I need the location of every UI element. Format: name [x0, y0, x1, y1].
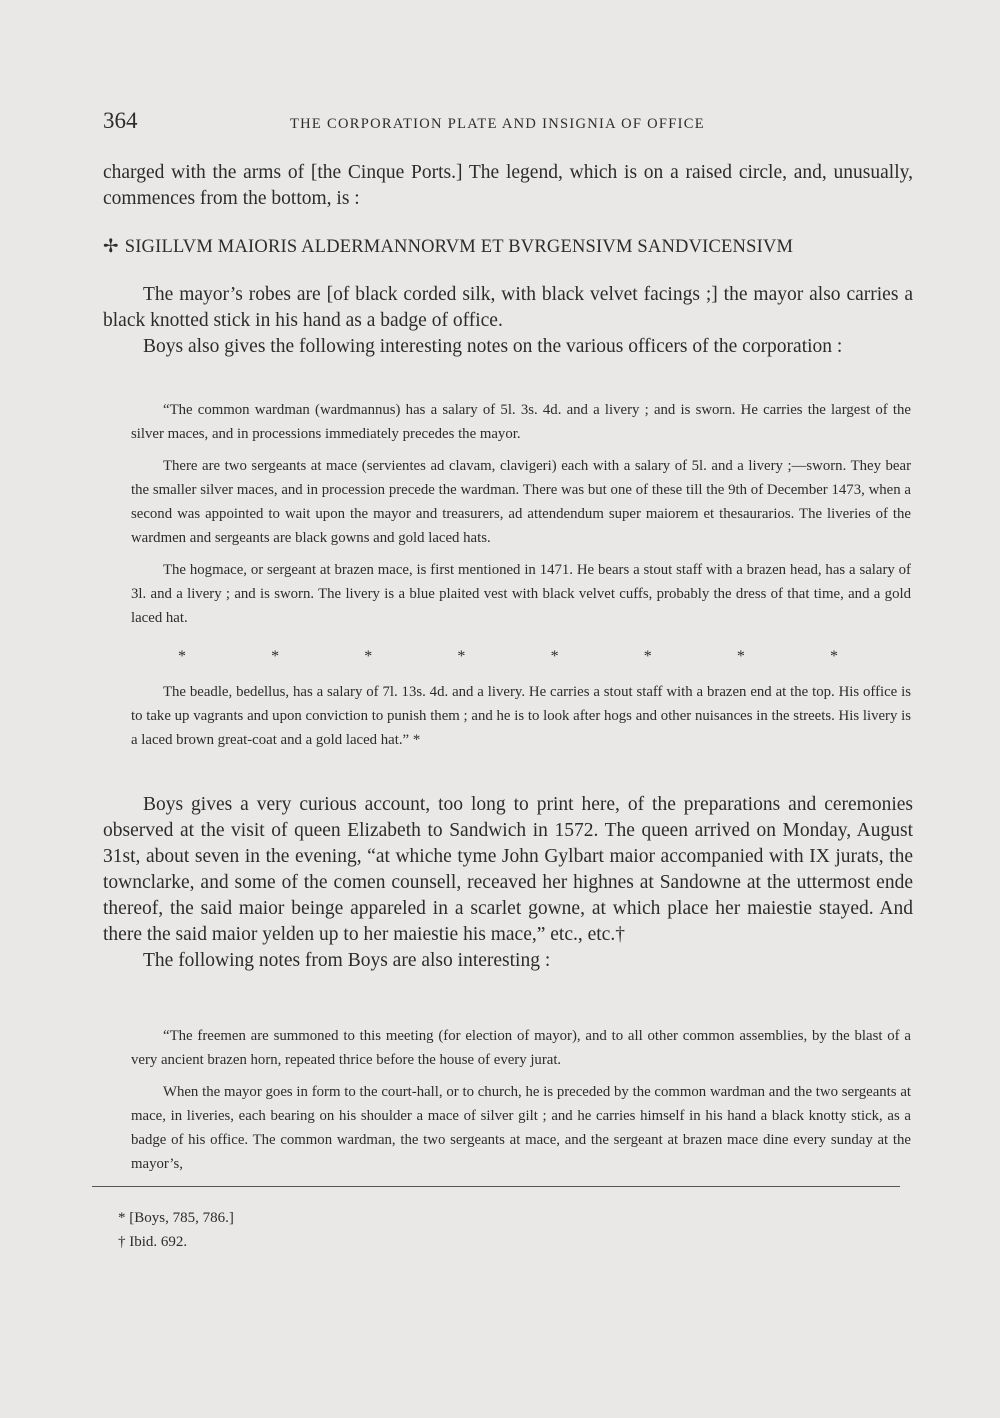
seal-legend [103, 236, 918, 258]
running-title: THE CORPORATION PLATE AND INSIGNIA OF OFFICE [290, 116, 705, 132]
footnote-divider [92, 1186, 900, 1187]
asterisk: * [178, 648, 186, 665]
asterisk: * [457, 648, 466, 665]
asterisk: * [364, 648, 373, 665]
asterisk-separator [178, 648, 838, 666]
page-header [103, 108, 913, 138]
asterisk: * [736, 648, 745, 665]
footnote: * [Boys, 785, 786.] [118, 1210, 234, 1226]
quote-paragraph: The hogmace, or sergeant at brazen mace, is first mentioned in 1471. He bears a stout staff with a brazen head, has a salary of 3l. and a livery ; and is sworn. The livery is a blue plaited vest with black velvet cuffs, probably the dress of that time, and a gold laced hat. [131, 562, 911, 626]
paragraph-text: The following notes from Boys are also interesting : [143, 950, 551, 971]
quote-paragraph: “The freemen are summoned to this meeting (for election of mayor), and to all other common assemblies, by the blast of a very ancient brazen horn, repeated thrice before the house of every jurat. [131, 1028, 911, 1068]
quotation-officers [131, 398, 911, 638]
asterisk: * [271, 648, 280, 665]
paragraph-text: Boys gives a very curious account, too long to print here, of the preparations and ceremonies observed at the visit of queen Elizabeth to Sandwich in 1572. The queen arrived on Monday, August 31st, about seven in the evening, “at whiche tyme John Gylbart maior accompanied with IX jurats, the townclarke, and some of the comen counsell, receaved her highnes at Sandowne at the uttermost ende thereof, the said maior beinge appareled in a scarlet gowne, at which place her maiestie stayed. And there the said maior yelden up to her maiestie his mace,” etc., etc.† [103, 794, 913, 945]
paragraph-elizabeth [103, 792, 913, 974]
footnote: † Ibid. 692. [118, 1234, 188, 1250]
cross-icon: ✢ [103, 237, 119, 257]
quotation-beadle [131, 680, 911, 760]
quotation-freemen [131, 1024, 911, 1184]
quote-paragraph: When the mayor goes in form to the court-hall, or to church, he is preceded by the common wardman and the two sergeants at mace, in liveries, each bearing on his shoulder a mace of silver gilt ; and he carries himself in his hand a black knotty stick, as a badge of his office. The common wardman, the two sergeants at mace, and the sergeant at brazen mace dine every sunday at the mayor’s, [131, 1084, 911, 1172]
paragraph-robes [103, 282, 913, 360]
paragraph-text: The mayor’s robes are [of black corded silk, with black velvet facings ;] the mayor also carries a black knotted stick in his hand as a badge of office. [103, 284, 913, 331]
paragraph-arms [103, 160, 913, 212]
paragraph-text: Boys also gives the following interesting notes on the various officers of the corporation : [143, 336, 843, 357]
asterisk: * [643, 648, 652, 665]
seal-legend-text: SIGILLVM MAIORIS ALDERMANNORVM ET BVRGENSIVM SANDVICENSIVM [124, 237, 794, 257]
asterisk: * [829, 648, 838, 665]
asterisk: * [550, 648, 559, 665]
paragraph-text: charged with the arms of [the Cinque Ports.] The legend, which is on a raised circle, and, unusually, commences from the bottom, is : [103, 162, 913, 209]
quote-paragraph: The beadle, bedellus, has a salary of 7l. 13s. 4d. and a livery. He carries a stout staff with a brazen end at the top. His office is to take up vagrants and upon conviction to punish them ; and he is to look after hogs and other nuisances in the streets. His livery is a laced brown great-coat and a gold laced hat.” * [131, 684, 911, 748]
quote-paragraph: “The common wardman (wardmannus) has a salary of 5l. 3s. 4d. and a livery ; and is sworn. He carries the largest of the silver maces, and in processions immediately precedes the mayor. [131, 402, 911, 442]
page-number: 364 [103, 108, 138, 133]
quote-paragraph: There are two sergeants at mace (servientes ad clavam, clavigeri) each with a salary of 5l. and a livery ;—sworn. They bear the smaller silver maces, and in procession precede the wardman. There was but one of these till the 9th of December 1473, when a second was appointed to wait upon the mayor and treasurers, ad attendendum super maiorem et thesaurarios. The liveries of the wardmen and sergeants are black gowns and gold laced hats. [131, 458, 911, 546]
